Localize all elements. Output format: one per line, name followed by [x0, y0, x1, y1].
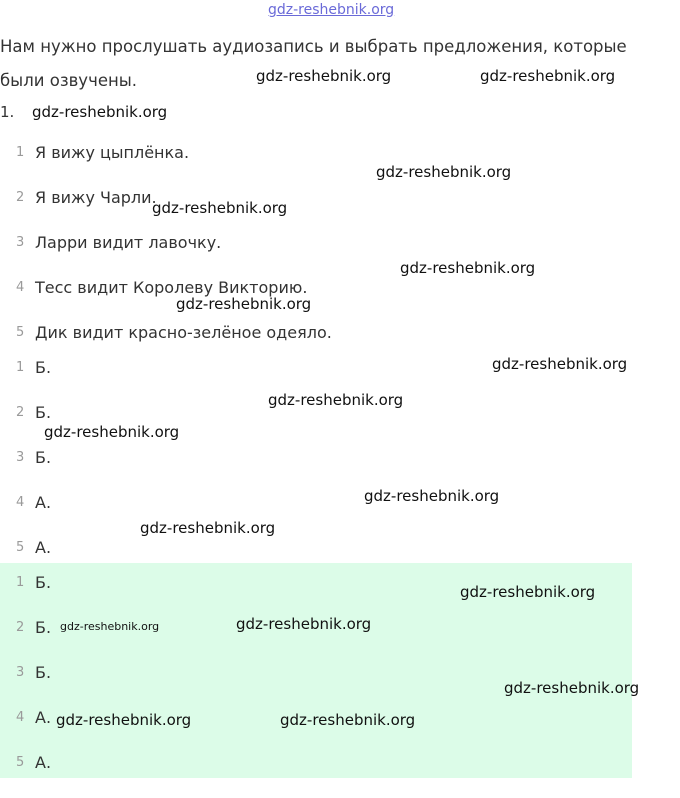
correct-answer-text: Б. — [35, 618, 52, 637]
correct-answer-text: А. — [35, 753, 52, 772]
statement-row — [0, 278, 632, 323]
watermark: gdz-reshebnik.org — [460, 583, 596, 601]
statement-row — [0, 188, 632, 233]
answer-row — [0, 448, 632, 493]
correct-answer-text: Б. — [35, 573, 52, 592]
statement-text: Тесс видит Королеву Викторию. — [35, 278, 308, 297]
answer-text: Б. — [35, 403, 52, 422]
statement-text: Дик видит красно-зелёное одеяло. — [35, 323, 332, 342]
statement-row — [0, 143, 632, 188]
watermark: gdz-reshebnik.org — [56, 711, 192, 729]
watermark: gdz-reshebnik.org — [504, 679, 640, 697]
statement-text: Я вижу цыплёнка. — [35, 143, 190, 162]
answer-number: 4 — [16, 495, 25, 510]
watermark: gdz-reshebnik.org — [60, 620, 160, 633]
watermark: gdz-reshebnik.org — [400, 259, 536, 277]
watermark: gdz-reshebnik.org — [140, 519, 276, 537]
task-instruction: Нам нужно прослушать аудиозапись и выбрать предложения, которые были озвучены. — [0, 37, 627, 90]
answer-number: 2 — [16, 405, 25, 420]
answer-number: 5 — [16, 540, 25, 555]
correct-answer-number: 1 — [16, 575, 25, 590]
correct-answer-text: А. — [35, 708, 52, 727]
watermark: gdz-reshebnik.org — [236, 615, 372, 633]
watermark: gdz-reshebnik.org — [268, 391, 404, 409]
site-header-link[interactable]: gdz-reshebnik.org — [268, 2, 395, 18]
watermark: gdz-reshebnik.org — [176, 295, 312, 313]
answer-number: 1 — [16, 360, 25, 375]
watermark: gdz-reshebnik.org — [364, 487, 500, 505]
statement-number: 4 — [16, 280, 25, 295]
correct-answer-text: Б. — [35, 663, 52, 682]
statement-text: Ларри видит лавочку. — [35, 233, 222, 252]
statement-number: 2 — [16, 190, 25, 205]
statement-text: Я вижу Чарли. — [35, 188, 157, 207]
watermark: gdz-reshebnik.org — [492, 355, 628, 373]
answer-row — [0, 493, 632, 538]
answer-number: 3 — [16, 450, 25, 465]
correct-answer-number: 2 — [16, 620, 25, 635]
answer-text: Б. — [35, 358, 52, 377]
correct-answer-number: 3 — [16, 665, 25, 680]
answer-text: Б. — [35, 448, 52, 467]
statement-row — [0, 233, 632, 278]
task-number: 1. — [0, 103, 15, 121]
statement-number: 5 — [16, 325, 25, 340]
watermark: gdz-reshebnik.org — [152, 199, 288, 217]
answer-text: А. — [35, 493, 52, 512]
answer-text: А. — [35, 538, 52, 557]
statement-number: 1 — [16, 145, 25, 160]
watermark: gdz-reshebnik.org — [44, 423, 180, 441]
correct-answer-number: 5 — [16, 755, 25, 770]
correct-answer-row — [0, 753, 632, 798]
watermark: gdz-reshebnik.org — [280, 711, 416, 729]
watermark: gdz-reshebnik.org — [32, 103, 168, 121]
watermark: gdz-reshebnik.org — [480, 67, 616, 85]
watermark: gdz-reshebnik.org — [376, 163, 512, 181]
watermark: gdz-reshebnik.org — [256, 67, 392, 85]
statement-number: 3 — [16, 235, 25, 250]
correct-answer-number: 4 — [16, 710, 25, 725]
